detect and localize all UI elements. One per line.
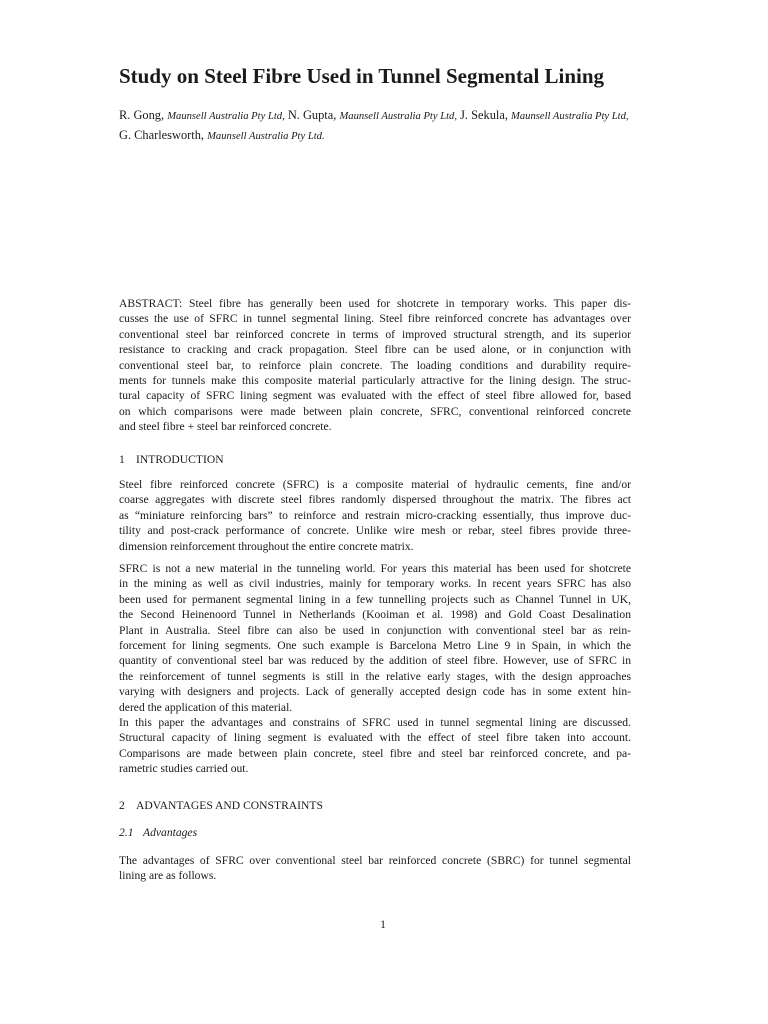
paper-page: [119, 0, 631, 1024]
abstract-line: conventional steel bar reinforced concrete in terms of improved structural strength, and its superior: [119, 327, 631, 341]
abstract-line: ABSTRACT: Steel fibre has generally been used for shotcrete in temporary works. This paper dis-: [119, 297, 631, 310]
body-paragraph: [119, 477, 631, 554]
abstract-line: tural capacity of SFRC lining segment was evaluated with the effect of steel fibre allowed for, based: [119, 389, 631, 403]
body-line: quantity of conventional steel bar was reduced by the addition of steel fibre. However, use of SFRC in: [119, 654, 631, 668]
body-line: dered the application of this material.: [119, 700, 293, 714]
body-paragraph: [119, 715, 631, 777]
body-line: rametric studies carried out.: [119, 762, 249, 776]
abstract-line: cusses the use of SFRC in tunnel segmental lining. Steel fibre reinforced concrete has advantages over: [119, 312, 631, 326]
body-line: In this paper the advantages and constrains of SFRC used in tunnel segmental lining are discussed.: [119, 716, 631, 729]
section-heading: [119, 798, 323, 813]
subsection-title: Advantages: [143, 826, 198, 839]
section-title: INTRODUCTION: [136, 453, 224, 466]
author-name: G. Charlesworth,: [119, 128, 204, 142]
section-number: 2: [119, 799, 125, 812]
body-line: Steel fibre reinforced concrete (SFRC) is a composite material of hydraulic cements, fine and/or: [119, 478, 631, 491]
author-affiliation: Maunsell Australia Pty Ltd,: [167, 111, 285, 122]
abstract-line: conventional steel bar, to reinforce plain concrete. The loading conditions and durability require-: [119, 358, 631, 372]
body-line: in the mining as well as civil industries, mainly for temporary works. In recent years SFRC has also: [119, 577, 631, 591]
subsection-number: 2.1: [119, 826, 134, 839]
body-line: Plant in Australia. Steel fibre can also be used in conjunction with conventional steel bar as rein-: [119, 623, 631, 637]
author-affiliation: Maunsell Australia Pty Ltd,: [511, 111, 629, 122]
author-affiliation: Maunsell Australia Pty Ltd,: [339, 111, 457, 122]
author-name: N. Gupta,: [287, 108, 337, 122]
body-line: coarse aggregates with discrete steel fibres randomly dispersed throughout the matrix. The fibres act: [119, 493, 631, 507]
body-line: as “miniature reinforcing bars” to reinforce and restrain micro-cracking essentially, thus improve duc-: [119, 508, 631, 522]
abstract-line: ments for tunnels make this composite material particularly attractive for the lining design. The struc-: [119, 374, 631, 388]
section-title: ADVANTAGES AND CONSTRAINTS: [136, 799, 323, 812]
page-number: 1: [380, 918, 386, 931]
author-name: R. Gong,: [119, 108, 165, 122]
body-line: been used for permanent segmental lining in a few tunnelling projects such as Channel Tunnel in UK,: [119, 592, 631, 606]
body-line: tility and post-crack performance of concrete. Unlike wire mesh or rebar, steel fibres provide three-: [119, 524, 631, 538]
author-name: J. Sekula,: [460, 108, 508, 122]
author-affiliation: Maunsell Australia Pty Ltd.: [207, 131, 325, 142]
body-line: Structural capacity of lining segment is evaluated with the effect of steel fibre taken into account.: [119, 731, 631, 745]
body-paragraph: [119, 853, 631, 884]
body-line: dimension reinforcement throughout the entire concrete matrix.: [119, 539, 414, 553]
section-number: 1: [119, 453, 125, 466]
body-paragraph: [119, 561, 631, 715]
body-line: varying with designers and projects. Lack of generally accepted design code has in some extent hin-: [119, 685, 631, 699]
abstract-paragraph: [119, 296, 631, 435]
body-line: the reinforcement of tunnel segments is still in the relative early stages, with the design approaches: [119, 669, 631, 683]
body-line: The advantages of SFRC over conventional steel bar reinforced concrete (SBRC) for tunnel segmental: [119, 854, 631, 867]
section-heading: [119, 452, 224, 467]
body-line: lining are as follows.: [119, 869, 217, 883]
abstract-line: resistance to cracking and crack propagation. Steel fibre can be used alone, or in conjunction with: [119, 343, 631, 357]
subsection-heading: [119, 825, 197, 840]
body-line: Comparisons are made between plain concrete, steel fibre and steel bar reinforced concrete, and pa-: [119, 746, 631, 760]
paper-title: Study on Steel Fibre Used in Tunnel Segmental Lining: [119, 64, 605, 88]
abstract-line: and steel fibre + steel bar reinforced concrete.: [119, 420, 332, 434]
author-list: [119, 106, 631, 146]
body-line: the Second Heinenoord Tunnel in Netherlands (Kooiman et al. 1998) and Gold Coast Desalination: [119, 608, 631, 622]
body-line: SFRC is not a new material in the tunneling world. For years this material has been used for shotcrete: [119, 562, 631, 575]
abstract-line: on which comparisons were made between plain concrete, SFRC, conventional reinforced concrete: [119, 404, 631, 418]
body-line: forcement for lining segments. One such example is Barcelona Metro Line 9 in Spain, in which the: [119, 639, 631, 653]
